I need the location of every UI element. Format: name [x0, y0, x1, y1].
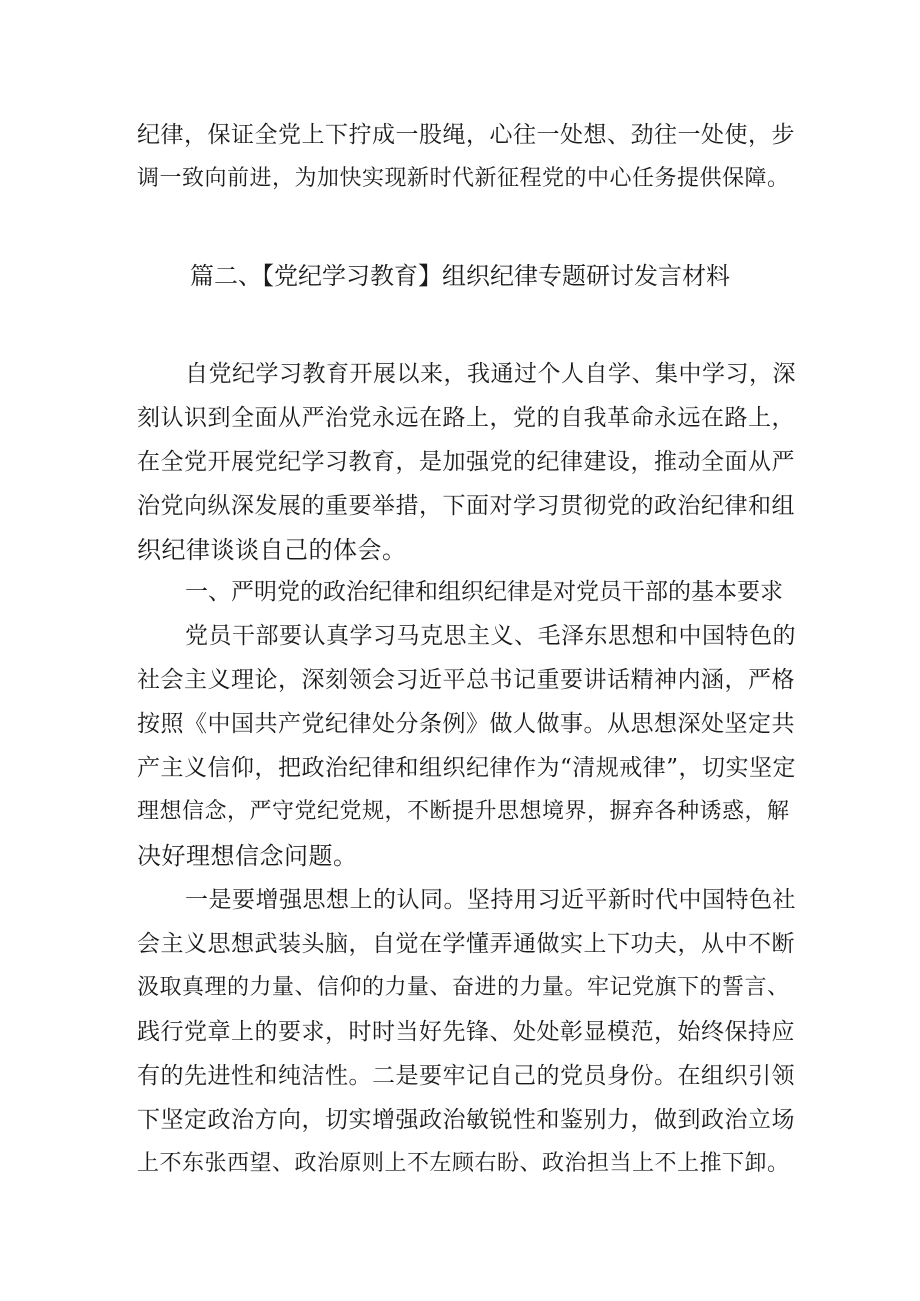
para1-line-1: 自党纪学习教育开展以来，我通过个人自学、集中学习，深 [185, 361, 796, 387]
para1-line-5: 织纪律谈谈自己的体会。 [137, 536, 407, 564]
para3-line-4: 践行党章上的要求，时时当好先锋、处处彰显模范，始终保持应 [137, 1019, 795, 1045]
para3-line-6: 下坚定政治方向，切实增强政治敏锐性和鉴别力，做到政治立场 [137, 1107, 795, 1133]
para2-line-2: 社会主义理论，深刻领会习近平总书记重要讲话精神内涵，严格 [137, 667, 795, 693]
subheading-1: 一、严明党的政治纪律和组织纪律是对党员干部的基本要求 [185, 579, 783, 605]
para3-line-1: 一是要增强思想上的认同。坚持用习近平新时代中国特色社 [185, 887, 796, 913]
para3-line-2: 会主义思想武装头脑，自觉在学懂弄通做实上下功夫，从中不断 [137, 931, 795, 957]
para3-line-5: 有的先进性和纯洁性。二是要牢记自己的党员身份。在组织引领 [137, 1063, 795, 1089]
para2-line-3: 按照《中国共产党纪律处分条例》做人做事。从思想深处坚定共 [137, 711, 795, 737]
section-title: 篇二、【党纪学习教育】组织纪律专题研讨发言材料 [190, 262, 730, 290]
para2-line-1: 党员干部要认真学习马克思主义、毛泽东思想和中国特色的 [185, 623, 796, 649]
para3-line-7: 上不东张西望、政治原则上不左顾右盼、政治担当上不上推下卸。 [137, 1151, 790, 1176]
intro-line-2: 调一致向前进，为加快实现新时代新征程党的中心任务提供保障。 [137, 166, 790, 191]
para2-line-6: 决好理想信念问题。 [137, 842, 358, 870]
para1-line-2: 刻认识到全面从严治党永远在路上，党的自我革命永远在路上， [137, 405, 795, 431]
para1-line-4: 治党向纵深发展的重要举措，下面对学习贯彻党的政治纪律和组 [137, 493, 795, 519]
para3-line-3: 汲取真理的力量、信仰的力量、奋进的力量。牢记党旗下的誓言、 [137, 975, 790, 1000]
para2-line-5: 理想信念，严守党纪党规，不断提升思想境界，摒弃各种诱惑，解 [137, 799, 790, 824]
para1-line-3: 在全党开展党纪学习教育，是加强党的纪律建设，推动全面从严 [137, 449, 795, 475]
intro-line-1: 纪律，保证全党上下拧成一股绳，心往一处想、劲往一处使，步 [137, 122, 795, 148]
para2-line-4: 产主义信仰，把政治纪律和组织纪律作为“清规戒律”，切实坚定 [137, 755, 797, 781]
